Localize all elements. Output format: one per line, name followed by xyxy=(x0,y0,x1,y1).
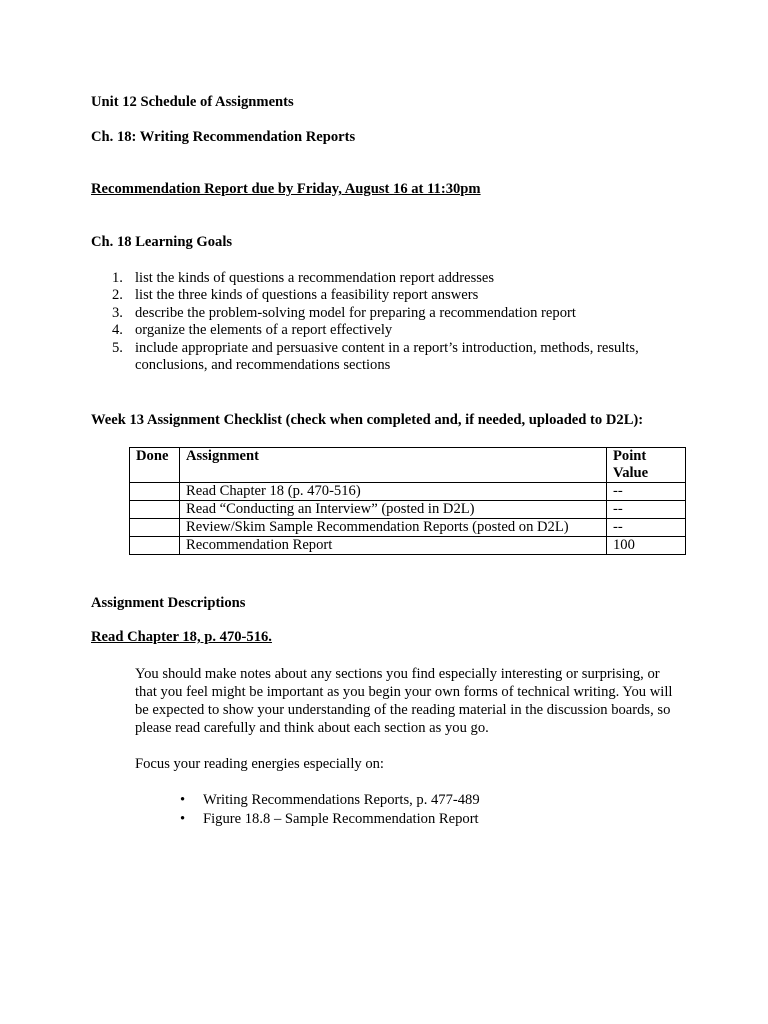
assignment-cell: Read Chapter 18 (p. 470-516) xyxy=(180,483,607,501)
list-item: 4. organize the elements of a report effectively xyxy=(112,322,393,339)
list-item: 1. list the kinds of questions a recommendation report addresses xyxy=(112,270,495,286)
list-item: 3. describe the problem-solving model for preparing a recommendation report xyxy=(112,304,576,321)
list-item: • Writing Recommendations Reports, p. 477-489 xyxy=(180,792,480,808)
points-cell: -- xyxy=(607,519,686,537)
assignment-cell: Read “Conducting an Interview” (posted in D2L) xyxy=(180,501,607,519)
assignment-cell: Recommendation Report xyxy=(180,537,607,555)
table-header-row xyxy=(130,448,686,483)
table-row xyxy=(130,483,686,501)
done-checkbox-cell[interactable] xyxy=(130,519,180,537)
done-checkbox-cell[interactable] xyxy=(130,501,180,519)
assignment-cell: Review/Skim Sample Recommendation Reports (posted on D2L) xyxy=(180,519,607,537)
due-notice: Recommendation Report due by Friday, August 16 at 11:30pm xyxy=(91,181,481,197)
focus-list xyxy=(180,791,480,829)
read-chapter-heading: Read Chapter 18, p. 470-516. xyxy=(91,629,272,645)
focus-intro: Focus your reading energies especially on: xyxy=(135,756,384,772)
list-item: 5. include appropriate and persuasive content in a report’s introduction, methods, results, conclusions, and recommendations sections xyxy=(112,339,639,374)
done-checkbox-cell[interactable] xyxy=(130,483,180,501)
table-row xyxy=(130,519,686,537)
reading-instructions-paragraph: You should make notes about any sections you find especially interesting or surprising, or that you feel might be important as you begin your own forms of technical writing. You will be expected to show your understanding of the reading material in the discussion boards, so please read carefully and think about each section as you go. xyxy=(135,666,673,736)
points-cell: 100 xyxy=(607,537,686,555)
table-row xyxy=(130,537,686,555)
assignment-checklist-table xyxy=(129,447,686,555)
column-header-point-value: Point Value xyxy=(607,448,686,483)
column-header-assignment: Assignment xyxy=(180,448,607,483)
checklist-heading: Week 13 Assignment Checklist (check when completed and, if needed, uploaded to D2L): xyxy=(91,412,644,428)
done-checkbox-cell[interactable] xyxy=(130,537,180,555)
learning-goals-list xyxy=(112,270,672,374)
points-cell: -- xyxy=(607,483,686,501)
list-item: 2. list the three kinds of questions a feasibility report answers xyxy=(112,287,479,304)
points-cell: -- xyxy=(607,501,686,519)
bullet-icon: • xyxy=(180,811,186,827)
unit-title: Unit 12 Schedule of Assignments xyxy=(91,94,294,110)
assignment-descriptions-heading: Assignment Descriptions xyxy=(91,595,246,611)
learning-goals-heading: Ch. 18 Learning Goals xyxy=(91,234,233,250)
bullet-icon: • xyxy=(180,792,186,808)
table-row xyxy=(130,501,686,519)
chapter-title: Ch. 18: Writing Recommendation Reports xyxy=(91,129,356,145)
list-item: • Figure 18.8 – Sample Recommendation Report xyxy=(180,811,479,827)
column-header-done: Done xyxy=(130,448,180,483)
